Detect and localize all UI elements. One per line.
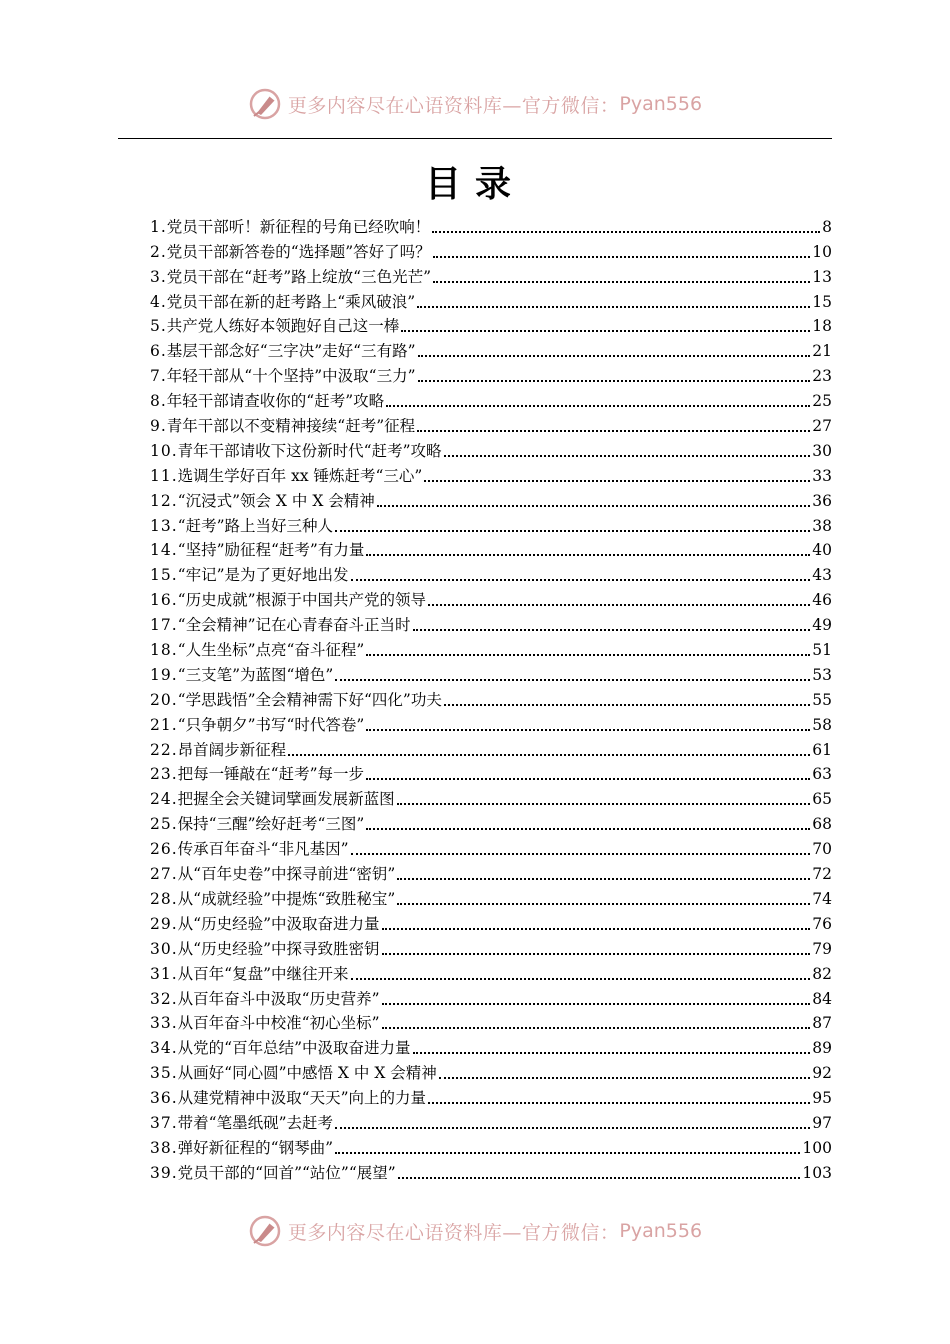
toc-entry-title: 共产党人练好本领跑好自己这一棒 — [166, 317, 400, 336]
toc-entry-number: 32. — [150, 989, 178, 1008]
toc-entry-number: 29. — [150, 914, 178, 933]
toc-dot-leader — [335, 1152, 800, 1154]
toc-entry-number: 20. — [150, 690, 178, 709]
toc-entry-title: “赶考”路上当好三种人 — [177, 516, 334, 535]
toc-entry[interactable] — [150, 262, 832, 287]
toc-dot-leader — [366, 654, 810, 656]
toc-entry[interactable] — [150, 585, 832, 610]
toc-dot-leader — [382, 1027, 811, 1029]
toc-dot-leader — [382, 953, 811, 955]
toc-entry-number: 26. — [150, 840, 178, 859]
toc-entry-page: 23 — [812, 367, 832, 386]
toc-entry-page: 82 — [812, 964, 832, 983]
toc-entry-title: 基层干部念好“三字决”走好“三有路” — [166, 342, 416, 361]
toc-dot-leader — [382, 1003, 811, 1005]
toc-entry-page: 15 — [812, 292, 832, 311]
toc-entry-page: 40 — [812, 541, 832, 560]
toc-entry[interactable] — [150, 560, 832, 585]
toc-entry[interactable] — [150, 237, 832, 262]
toc-entry-number: 3. — [150, 267, 167, 286]
toc-entry-page: 21 — [812, 342, 832, 361]
toc-entry-title: “学思践悟”全会精神需下好“四化”功夫 — [177, 690, 442, 709]
toc-entry-title: 党员干部听！新征程的号角已经吹响！ — [166, 217, 431, 236]
header-divider — [118, 138, 832, 139]
toc-entry-number: 8. — [150, 392, 167, 411]
toc-entry-number: 15. — [150, 566, 178, 585]
pen-nib-logo-icon — [248, 1214, 282, 1248]
toc-dot-leader — [444, 455, 811, 457]
toc-dot-leader — [397, 803, 811, 805]
toc-entry-title: “坚持”励征程“赶考”有力量 — [177, 541, 365, 560]
toc-entry-page: 61 — [812, 740, 832, 759]
toc-entry-number: 9. — [150, 417, 167, 436]
toc-entry-page: 13 — [812, 267, 832, 286]
toc-entry-number: 30. — [150, 939, 178, 958]
toc-entry-number: 36. — [150, 1089, 178, 1108]
toc-entry-title: 昂首阔步新征程 — [177, 740, 287, 759]
toc-dot-leader — [382, 928, 811, 930]
toc-entry-number: 21. — [150, 715, 178, 734]
toc-entry-number: 38. — [150, 1138, 178, 1157]
toc-entry-number: 1. — [150, 217, 167, 236]
toc-entry-title: 党员干部在新的赶考路上“乘风破浪” — [166, 292, 416, 311]
toc-entry-page: 18 — [812, 317, 832, 336]
toc-entry-title: 党员干部的“回首”“站位”“展望” — [177, 1163, 396, 1182]
toc-dot-leader — [418, 380, 811, 382]
toc-entry-page: 65 — [812, 790, 832, 809]
toc-entry-page: 89 — [812, 1039, 832, 1058]
toc-entry-number: 34. — [150, 1039, 178, 1058]
toc-entry-title: 从百年奋斗中汲取“历史营养” — [177, 989, 380, 1008]
toc-entry[interactable] — [150, 834, 832, 859]
toc-entry[interactable] — [150, 635, 832, 660]
toc-entry-number: 11. — [150, 466, 178, 485]
toc-entry-title: “三支笔”为蓝图“增色” — [177, 665, 334, 684]
toc-entry-page: 38 — [812, 516, 832, 535]
toc-entry-title: 从“历史经验”中探寻致胜密钥 — [177, 939, 380, 958]
toc-entry[interactable] — [150, 386, 832, 411]
toc-dot-leader — [418, 355, 811, 357]
toc-entry-page: 63 — [812, 765, 832, 784]
toc-entry[interactable] — [150, 859, 832, 884]
toc-dot-leader — [351, 853, 811, 855]
toc-dot-leader — [397, 903, 810, 905]
toc-dot-leader — [444, 704, 810, 706]
watermark-handle: Pyan556 — [619, 1220, 703, 1242]
toc-dot-leader — [377, 505, 810, 507]
toc-entry-title: 从画好“同心圆”中感悟 X 中 X 会精神 — [177, 1064, 437, 1083]
toc-entry-page: 33 — [812, 466, 832, 485]
toc-dot-leader — [288, 754, 810, 756]
toc-dot-leader — [428, 1102, 810, 1104]
toc-entry-page: 79 — [812, 939, 832, 958]
toc-entry[interactable] — [150, 610, 832, 635]
toc-entry[interactable] — [150, 436, 832, 461]
toc-entry[interactable] — [150, 287, 832, 312]
toc-entry-page: 36 — [812, 491, 832, 510]
toc-entry-page: 46 — [812, 591, 832, 610]
toc-entry-number: 25. — [150, 815, 178, 834]
toc-dot-leader — [417, 430, 810, 432]
toc-entry-title: 带着“笔墨纸砚”去赶考 — [177, 1113, 334, 1132]
toc-dot-leader — [351, 579, 811, 581]
toc-entry-page: 95 — [812, 1089, 832, 1108]
toc-entry[interactable] — [150, 486, 832, 511]
toc-entry-title: 保持“三醒”绘好赶考“三图” — [177, 815, 365, 834]
toc-entry-title: 选调生学好百年 xx 锤炼赶考“三心” — [177, 466, 423, 485]
toc-entry-page: 10 — [812, 242, 832, 261]
toc-entry-page: 68 — [812, 815, 832, 834]
toc-entry-number: 7. — [150, 367, 167, 386]
toc-entry-title: 从“成就经验”中提炼“致胜秘宝” — [177, 889, 396, 908]
toc-entry-title: “历史成就”根源于中国共产党的领导 — [177, 591, 427, 610]
toc-entry-title: 从建党精神中汲取“天天”向上的力量 — [177, 1089, 427, 1108]
toc-entry[interactable] — [150, 959, 832, 984]
toc-entry-title: 党员干部新答卷的“选择题”答好了吗？ — [166, 242, 431, 261]
toc-dot-leader — [432, 231, 820, 233]
toc-entry-title: 青年干部请收下这份新时代“赶考”攻略 — [177, 441, 442, 460]
toc-entry-page: 76 — [812, 914, 832, 933]
toc-entry-number: 18. — [150, 641, 178, 660]
toc-entry-page: 25 — [812, 392, 832, 411]
toc-entry-number: 17. — [150, 616, 178, 635]
toc-entry-page: 55 — [812, 690, 832, 709]
toc-entry-page: 97 — [812, 1113, 832, 1132]
toc-entry-title: “只争朝夕”书写“时代答卷” — [177, 715, 365, 734]
toc-entry[interactable] — [150, 1108, 832, 1133]
toc-entry-title: 青年干部以不变精神接续“赶考”征程 — [166, 417, 416, 436]
toc-dot-leader — [366, 554, 810, 556]
toc-entry-number: 10. — [150, 441, 178, 460]
toc-entry-page: 53 — [812, 665, 832, 684]
toc-entry[interactable] — [150, 1058, 832, 1083]
toc-entry-page: 87 — [812, 1014, 832, 1033]
toc-entry-title: 从百年奋斗中校准“初心坐标” — [177, 1014, 380, 1033]
toc-entry[interactable] — [150, 909, 832, 934]
toc-entry-number: 33. — [150, 1014, 178, 1033]
toc-entry-page: 100 — [802, 1138, 832, 1157]
toc-dot-leader — [397, 878, 810, 880]
toc-entry-number: 12. — [150, 491, 178, 510]
toc-dot-leader — [366, 828, 810, 830]
toc-entry-number: 31. — [150, 964, 178, 983]
toc-entry-title: 传承百年奋斗“非凡基因” — [177, 840, 349, 859]
toc-entry[interactable] — [150, 411, 832, 436]
toc-entry-number: 24. — [150, 790, 178, 809]
toc-entry[interactable] — [150, 884, 832, 909]
toc-entry-page: 43 — [812, 566, 832, 585]
table-of-contents — [150, 212, 832, 1183]
toc-entry[interactable] — [150, 809, 832, 834]
toc-entry-number: 28. — [150, 889, 178, 908]
toc-entry-page: 92 — [812, 1064, 832, 1083]
toc-dot-leader — [413, 1052, 811, 1054]
toc-entry-number: 2. — [150, 242, 167, 261]
toc-entry-page: 74 — [812, 889, 832, 908]
toc-dot-leader — [366, 778, 810, 780]
toc-entry-number: 16. — [150, 591, 178, 610]
toc-dot-leader — [428, 604, 810, 606]
toc-entry-title: 弹好新征程的“钢琴曲” — [177, 1138, 334, 1157]
toc-entry[interactable] — [150, 660, 832, 685]
toc-entry-number: 13. — [150, 516, 178, 535]
toc-entry-page: 103 — [802, 1163, 832, 1182]
toc-dot-leader — [439, 1077, 810, 1079]
page-title: 目录 — [424, 163, 525, 205]
toc-dot-leader — [386, 405, 810, 407]
toc-entry[interactable] — [150, 1033, 832, 1058]
toc-entry[interactable] — [150, 361, 832, 386]
toc-dot-leader — [398, 1177, 801, 1179]
toc-entry-title: 把每一锤敲在“赶考”每一步 — [177, 765, 365, 784]
toc-entry-title: 把握全会关键词擘画发展新蓝图 — [177, 790, 395, 809]
toc-entry-number: 19. — [150, 665, 178, 684]
toc-entry-title: “人生坐标”点亮“奋斗征程” — [177, 641, 365, 660]
toc-dot-leader — [417, 306, 810, 308]
toc-entry-title: 年轻干部请查收你的“赶考”攻略 — [166, 392, 385, 411]
toc-dot-leader — [433, 256, 811, 258]
toc-entry[interactable] — [150, 1133, 832, 1158]
toc-entry-page: 58 — [812, 715, 832, 734]
toc-entry-title: 从百年“复盘”中继往开来 — [177, 964, 349, 983]
toc-entry-number: 22. — [150, 740, 178, 759]
toc-entry[interactable] — [150, 1083, 832, 1108]
toc-entry-page: 72 — [812, 865, 832, 884]
footer-watermark — [0, 1211, 950, 1251]
header-watermark — [0, 84, 950, 124]
toc-entry[interactable] — [150, 536, 832, 561]
toc-entry-page: 27 — [812, 417, 832, 436]
toc-entry-title: 从“历史经验”中汲取奋进力量 — [177, 914, 380, 933]
toc-entry-number: 23. — [150, 765, 178, 784]
toc-entry[interactable] — [150, 1158, 832, 1183]
toc-dot-leader — [335, 1127, 810, 1129]
toc-dot-leader — [424, 480, 810, 482]
toc-entry-title: 从“百年史卷”中探寻前进“密钥” — [177, 865, 396, 884]
pen-nib-logo-icon — [248, 87, 282, 121]
toc-entry[interactable] — [150, 336, 832, 361]
toc-entry[interactable] — [150, 212, 832, 237]
toc-entry-number: 27. — [150, 865, 178, 884]
toc-entry-title: “全会精神”记在心青春奋斗正当时 — [177, 616, 411, 635]
toc-entry[interactable] — [150, 710, 832, 735]
toc-entry-title: 从党的“百年总结”中汲取奋进力量 — [177, 1039, 411, 1058]
toc-dot-leader — [335, 530, 810, 532]
toc-entry-number: 14. — [150, 541, 178, 560]
toc-entry-number: 39. — [150, 1163, 178, 1182]
toc-entry-page: 51 — [812, 641, 832, 660]
toc-entry-page: 70 — [812, 840, 832, 859]
toc-dot-leader — [401, 330, 810, 332]
toc-dot-leader — [335, 679, 810, 681]
toc-entry-number: 35. — [150, 1064, 178, 1083]
toc-entry[interactable] — [150, 760, 832, 785]
toc-entry-number: 4. — [150, 292, 167, 311]
toc-entry-page: 49 — [812, 616, 832, 635]
toc-entry-title: 年轻干部从“十个坚持”中汲取“三力” — [166, 367, 416, 386]
toc-entry-number: 5. — [150, 317, 167, 336]
toc-entry-page: 30 — [812, 441, 832, 460]
toc-entry[interactable] — [150, 312, 832, 337]
toc-dot-leader — [366, 729, 810, 731]
toc-entry-title: “沉浸式”领会 X 中 X 会精神 — [177, 491, 375, 510]
toc-dot-leader — [351, 978, 811, 980]
toc-entry-number: 37. — [150, 1113, 178, 1132]
toc-entry[interactable] — [150, 1009, 832, 1034]
toc-entry[interactable] — [150, 934, 832, 959]
toc-entry[interactable] — [150, 685, 832, 710]
toc-entry[interactable] — [150, 511, 832, 536]
watermark-text: 更多内容尽在心语资料库—官方微信： — [287, 1221, 620, 1244]
toc-entry-title: “牢记”是为了更好地出发 — [177, 566, 349, 585]
toc-entry-number: 6. — [150, 342, 167, 361]
toc-entry[interactable] — [150, 784, 832, 809]
toc-entry-page: 8 — [822, 217, 832, 236]
watermark-handle: Pyan556 — [619, 93, 703, 115]
toc-dot-leader — [433, 281, 810, 283]
toc-dot-leader — [413, 629, 811, 631]
toc-entry-page: 84 — [812, 989, 832, 1008]
watermark-text: 更多内容尽在心语资料库—官方微信： — [287, 94, 620, 117]
toc-entry-title: 党员干部在“赶考”路上绽放“三色光芒” — [166, 267, 431, 286]
toc-entry[interactable] — [150, 984, 832, 1009]
toc-entry[interactable] — [150, 461, 832, 486]
toc-entry[interactable] — [150, 735, 832, 760]
